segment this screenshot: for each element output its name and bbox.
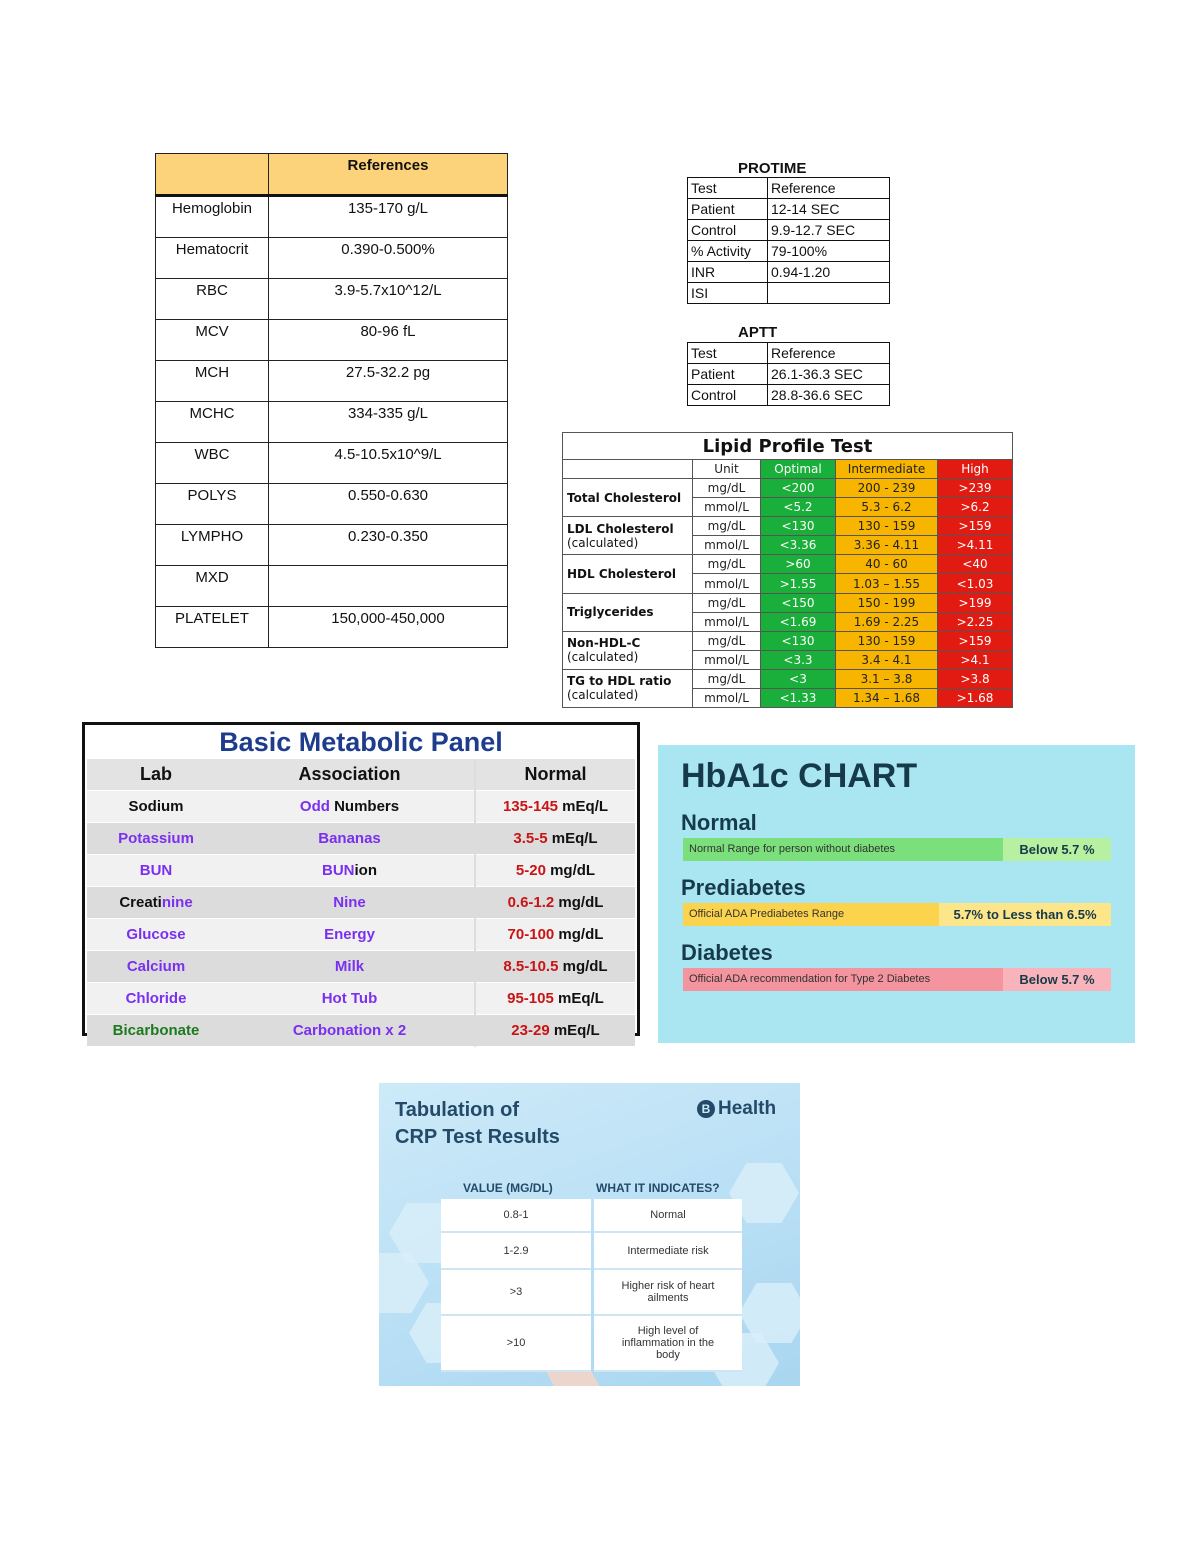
bmp-row	[87, 887, 635, 919]
lipid-high: >6.2	[938, 498, 1013, 517]
cbc-reference-table	[155, 153, 508, 648]
protime-row	[688, 199, 890, 220]
hba1c-range-bar	[683, 968, 1111, 991]
cbc-reference-value: 334-335 g/L	[269, 402, 508, 443]
cbc-row	[156, 320, 508, 361]
lipid-optimal: <130	[761, 517, 836, 536]
cbc-reference-value: 150,000-450,000	[269, 607, 508, 648]
cbc-test-name: Hematocrit	[156, 238, 269, 279]
cbc-row	[156, 443, 508, 484]
bmp-lab-name: Sodium	[128, 798, 184, 815]
protime-test-cell: Test	[688, 178, 768, 199]
lipid-intermediate: 3.1 – 3.8	[836, 669, 938, 688]
crp-indication: Intermediate risk	[594, 1233, 742, 1270]
bmp-association	[225, 823, 475, 855]
bmp-header-row	[87, 759, 635, 791]
hba1c-range-desc: Normal Range for person without diabetes	[683, 838, 1003, 861]
lipid-optimal: <5.2	[761, 498, 836, 517]
lipid-intermediate: 5.3 - 6.2	[836, 498, 938, 517]
lipid-test-label: Triglycerides	[567, 605, 654, 620]
bmp-normal	[475, 919, 635, 951]
lipid-high: >4.11	[938, 536, 1013, 555]
lipid-unit: mg/dL	[693, 555, 761, 574]
lipid-header-unit: Unit	[693, 460, 761, 479]
protime-reference-cell	[768, 283, 890, 304]
lipid-intermediate: 130 - 159	[836, 517, 938, 536]
hba1c-range-value: Below 5.7 %	[1003, 838, 1111, 861]
lipid-row	[563, 517, 1013, 536]
bmp-lab-name: Potassium	[118, 830, 194, 847]
lipid-unit: mg/dL	[693, 669, 761, 688]
lipid-test-label: LDL Cholesterol	[567, 521, 674, 536]
protime-row	[688, 178, 890, 199]
cbc-header-row	[156, 154, 508, 196]
aptt-row	[688, 343, 890, 364]
bmp-lab	[87, 951, 225, 983]
cbc-body	[156, 196, 508, 648]
bmp-title: Basic Metabolic Panel	[219, 727, 503, 757]
bmp-lab-name: Glucose	[126, 926, 186, 943]
protime-row	[688, 262, 890, 283]
lipid-title: Lipid Profile Test	[563, 433, 1013, 460]
lipid-unit: mg/dL	[693, 593, 761, 612]
bmp-row	[87, 855, 635, 887]
cbc-test-name: RBC	[156, 279, 269, 320]
health-logo-text: Health	[718, 1098, 777, 1119]
cbc-reference-value	[269, 566, 508, 607]
bmp-association-highlight: Energy	[324, 926, 375, 943]
aptt-table	[687, 342, 890, 406]
lipid-optimal: >60	[761, 555, 836, 574]
bmp-lab-name: Bicarbonate	[112, 1022, 200, 1039]
lipid-intermediate: 1.03 – 1.55	[836, 574, 938, 593]
lipid-header-optimal: Optimal	[761, 460, 836, 479]
crp-value: >10	[441, 1316, 591, 1372]
crp-header-value: VALUE (MG/DL)	[463, 1181, 553, 1195]
cbc-reference-value: 80-96 fL	[269, 320, 508, 361]
bmp-association-rest: ion	[354, 862, 377, 879]
crp-value: 0.8-1	[441, 1199, 591, 1233]
protime-reference-cell: Reference	[768, 178, 890, 199]
bmp-row	[87, 951, 635, 983]
cbc-row	[156, 402, 508, 443]
bmp-lab	[87, 983, 225, 1015]
bmp-lab-name: BUN	[139, 862, 173, 879]
bmp-normal-range: 3.5-5	[513, 830, 548, 847]
protime-test-cell: ISI	[688, 283, 768, 304]
bmp-header-association: Association	[225, 759, 475, 791]
bmp-lab	[87, 823, 225, 855]
lipid-high: >3.8	[938, 669, 1013, 688]
bmp-lab	[87, 1015, 225, 1047]
aptt-reference-cell: Reference	[768, 343, 890, 364]
crp-title	[395, 1097, 560, 1151]
bmp-normal-unit: mEq/L	[547, 830, 598, 847]
lipid-unit: mmol/L	[693, 574, 761, 593]
bmp-normal-range: 95-105	[507, 990, 554, 1007]
aptt-row	[688, 385, 890, 406]
lipid-header-intermediate: Intermediate	[836, 460, 938, 479]
lipid-high: <1.03	[938, 574, 1013, 593]
lipid-intermediate: 40 - 60	[836, 555, 938, 574]
bmp-normal-unit: mg/dL	[545, 862, 596, 879]
lipid-test-name	[563, 631, 693, 669]
lipid-high: >159	[938, 517, 1013, 536]
hba1c-range-desc: Official ADA Prediabetes Range	[683, 903, 939, 926]
cbc-row	[156, 361, 508, 402]
bmp-normal-range: 23-29	[511, 1022, 550, 1039]
bmp-association	[225, 951, 475, 983]
bmp-lab	[87, 855, 225, 887]
hba1c-range-bar	[683, 903, 1111, 926]
bmp-association-rest: Numbers	[329, 798, 400, 815]
protime-test-cell: Control	[688, 220, 768, 241]
lipid-optimal: <200	[761, 479, 836, 498]
cbc-row	[156, 566, 508, 607]
lipid-test-label: Total Cholesterol	[567, 490, 682, 505]
lipid-optimal: <1.69	[761, 612, 836, 631]
cbc-row	[156, 238, 508, 279]
lipid-optimal: <3.36	[761, 536, 836, 555]
crp-title-line2: CRP Test Results	[395, 1126, 560, 1148]
basic-metabolic-panel	[82, 722, 640, 1039]
cbc-test-name: MCHC	[156, 402, 269, 443]
hba1c-section-title: Prediabetes	[681, 875, 806, 900]
cbc-reference-value: 0.550-0.630	[269, 484, 508, 525]
bmp-association-highlight: Carbonation x 2	[292, 1022, 407, 1039]
protime-table	[687, 177, 890, 304]
health-logo	[697, 1098, 776, 1120]
hba1c-title: HbA1c CHART	[681, 757, 918, 795]
crp-row	[441, 1270, 742, 1316]
bmp-normal-unit: mEq/L	[558, 798, 609, 815]
lipid-header-blank	[563, 460, 693, 479]
bmp-normal-unit: mg/dL	[554, 894, 604, 911]
bmp-lab	[87, 919, 225, 951]
protime-reference-cell: 0.94-1.20	[768, 262, 890, 283]
lipid-row	[563, 631, 1013, 650]
lipid-intermediate: 1.69 - 2.25	[836, 612, 938, 631]
protime-reference-cell: 79-100%	[768, 241, 890, 262]
hba1c-range-desc: Official ADA recommendation for Type 2 Diabetes	[683, 968, 1003, 991]
cbc-header-blank	[156, 154, 269, 196]
bmp-normal	[475, 983, 635, 1015]
bmp-normal	[475, 887, 635, 919]
cbc-reference-value: 27.5-32.2 pg	[269, 361, 508, 402]
bmp-normal-range: 70-100	[507, 926, 555, 943]
lipid-high: >159	[938, 631, 1013, 650]
lipid-high: >239	[938, 479, 1013, 498]
cbc-reference-value: 0.230-0.350	[269, 525, 508, 566]
cbc-test-name: PLATELET	[156, 607, 269, 648]
crp-results-card	[379, 1083, 800, 1386]
lipid-unit: mmol/L	[693, 688, 761, 707]
cbc-header-references: References	[269, 154, 508, 196]
aptt-test-cell: Test	[688, 343, 768, 364]
bmp-normal	[475, 855, 635, 887]
cbc-test-name: Hemoglobin	[156, 196, 269, 238]
lipid-test-sub: (calculated)	[567, 688, 639, 703]
bmp-row	[87, 823, 635, 855]
bmp-table	[87, 759, 635, 1047]
bmp-association	[225, 1015, 475, 1047]
crp-value: >3	[441, 1270, 591, 1316]
aptt-reference-cell: 28.8-36.6 SEC	[768, 385, 890, 406]
protime-reference-cell: 12-14 SEC	[768, 199, 890, 220]
bmp-lab-part: nine	[161, 894, 193, 911]
cbc-reference-value: 4.5-10.5x10^9/L	[269, 443, 508, 484]
crp-indication: Normal	[594, 1199, 742, 1233]
crp-value: 1-2.9	[441, 1233, 591, 1270]
crp-indication: Higher risk of heart ailments	[594, 1270, 742, 1316]
bmp-normal-range: 135-145	[502, 798, 559, 815]
cbc-reference-value: 3.9-5.7x10^12/L	[269, 279, 508, 320]
lipid-intermediate: 200 - 239	[836, 479, 938, 498]
bmp-normal-range: 0.6-1.2	[507, 894, 555, 911]
bmp-normal	[475, 951, 635, 983]
lipid-high: >1.68	[938, 688, 1013, 707]
cbc-test-name: MXD	[156, 566, 269, 607]
cbc-test-name: POLYS	[156, 484, 269, 525]
bmp-row	[87, 791, 635, 823]
bmp-association-highlight: Bananas	[318, 830, 381, 847]
protime-reference-cell: 9.9-12.7 SEC	[768, 220, 890, 241]
lipid-test-sub: (calculated)	[567, 650, 639, 665]
bmp-lab-name: Chloride	[125, 990, 187, 1007]
hba1c-range-value: Below 5.7 %	[1003, 968, 1111, 991]
bmp-association-highlight: BUN	[322, 862, 355, 879]
lipid-high: >4.1	[938, 650, 1013, 669]
crp-row	[441, 1233, 742, 1270]
lipid-unit: mg/dL	[693, 517, 761, 536]
bmp-association	[225, 855, 475, 887]
lipid-header-high: High	[938, 460, 1013, 479]
lipid-optimal: <1.33	[761, 688, 836, 707]
lipid-intermediate: 130 - 159	[836, 631, 938, 650]
lipid-optimal: <130	[761, 631, 836, 650]
bmp-association	[225, 983, 475, 1015]
lipid-test-label: HDL Cholesterol	[567, 566, 676, 581]
lipid-unit: mmol/L	[693, 536, 761, 555]
lipid-intermediate: 1.34 – 1.68	[836, 688, 938, 707]
bmp-normal-unit: mg/dL	[558, 958, 608, 975]
lipid-row	[563, 479, 1013, 498]
cbc-row	[156, 279, 508, 320]
protime-test-cell: INR	[688, 262, 768, 283]
protime-row	[688, 283, 890, 304]
lipid-optimal: <3.3	[761, 650, 836, 669]
lipid-unit: mg/dL	[693, 631, 761, 650]
lipid-row	[563, 593, 1013, 612]
lipid-intermediate: 3.4 - 4.1	[836, 650, 938, 669]
lipid-test-name	[563, 517, 693, 555]
protime-title: PROTIME	[738, 160, 807, 177]
lipid-row	[563, 669, 1013, 688]
bmp-association-highlight: Odd	[299, 798, 330, 815]
lipid-test-sub: (calculated)	[567, 535, 639, 550]
bmp-normal-range: 8.5-10.5	[503, 958, 559, 975]
bmp-row	[87, 983, 635, 1015]
bmp-normal-unit: mEq/L	[549, 1022, 600, 1039]
bmp-association-highlight: Nine	[333, 894, 366, 911]
cbc-row	[156, 607, 508, 648]
bmp-normal-range: 5-20	[515, 862, 546, 879]
bmp-association	[225, 919, 475, 951]
cbc-reference-value: 0.390-0.500%	[269, 238, 508, 279]
protime-test-cell: Patient	[688, 199, 768, 220]
lipid-test-label: Non-HDL-C	[567, 636, 641, 651]
lipid-test-name	[563, 555, 693, 593]
hba1c-section-title: Normal	[681, 810, 757, 835]
lipid-test-name	[563, 669, 693, 707]
lipid-intermediate: 3.36 - 4.11	[836, 536, 938, 555]
lipid-unit: mg/dL	[693, 479, 761, 498]
bmp-association	[225, 791, 475, 823]
cbc-test-name: MCH	[156, 361, 269, 402]
bmp-header-lab: Lab	[87, 759, 225, 791]
lipid-intermediate: 150 - 199	[836, 593, 938, 612]
lipid-test-name	[563, 479, 693, 517]
bmp-lab-part: Creati	[119, 894, 162, 911]
lipid-test-label: TG to HDL ratio	[567, 674, 672, 689]
lipid-optimal: <3	[761, 669, 836, 688]
aptt-row	[688, 364, 890, 385]
bmp-normal	[475, 1015, 635, 1047]
cbc-test-name: WBC	[156, 443, 269, 484]
lipid-test-name	[563, 593, 693, 631]
aptt-title: APTT	[738, 324, 778, 341]
lipid-row	[563, 555, 1013, 574]
lipid-unit: mmol/L	[693, 612, 761, 631]
aptt-reference-cell: 26.1-36.3 SEC	[768, 364, 890, 385]
bmp-header-normal: Normal	[475, 759, 635, 791]
cbc-reference-value: 135-170 g/L	[269, 196, 508, 238]
lipid-high: <40	[938, 555, 1013, 574]
bmp-normal-unit: mg/dL	[554, 926, 604, 943]
lipid-high: >2.25	[938, 612, 1013, 631]
bmp-normal-unit: mEq/L	[553, 990, 604, 1007]
crp-header-indicates: WHAT IT INDICATES?	[596, 1181, 720, 1195]
bmp-row	[87, 919, 635, 951]
bmp-normal	[475, 791, 635, 823]
protime-test-cell: % Activity	[688, 241, 768, 262]
cbc-row	[156, 196, 508, 238]
crp-row	[441, 1199, 742, 1233]
aptt-test-cell: Patient	[688, 364, 768, 385]
health-logo-icon: B	[697, 1100, 715, 1118]
protime-row	[688, 220, 890, 241]
bmp-association	[225, 887, 475, 919]
crp-table	[438, 1199, 745, 1372]
lipid-optimal: >1.55	[761, 574, 836, 593]
bmp-lab	[87, 791, 225, 823]
bmp-association-highlight: Hot Tub	[321, 990, 378, 1007]
crp-row	[441, 1316, 742, 1372]
hba1c-range-value: 5.7% to Less than 6.5%	[939, 903, 1111, 926]
lipid-unit: mmol/L	[693, 650, 761, 669]
cbc-row	[156, 525, 508, 566]
hba1c-chart	[658, 745, 1135, 1043]
hba1c-section-title: Diabetes	[681, 940, 773, 965]
aptt-test-cell: Control	[688, 385, 768, 406]
lipid-optimal: <150	[761, 593, 836, 612]
lipid-profile-table	[562, 432, 1013, 708]
lipid-high: >199	[938, 593, 1013, 612]
cbc-row	[156, 484, 508, 525]
cbc-test-name: LYMPHO	[156, 525, 269, 566]
protime-row	[688, 241, 890, 262]
crp-indication: High level of inflammation in the body	[594, 1316, 742, 1372]
bmp-lab	[87, 887, 225, 919]
lipid-unit: mmol/L	[693, 498, 761, 517]
hba1c-range-bar	[683, 838, 1111, 861]
bmp-lab-name: Calcium	[126, 958, 186, 975]
bmp-normal	[475, 823, 635, 855]
cbc-test-name: MCV	[156, 320, 269, 361]
bmp-row	[87, 1015, 635, 1047]
crp-title-line1: Tabulation of	[395, 1099, 520, 1121]
bmp-association-highlight: Milk	[334, 958, 365, 975]
